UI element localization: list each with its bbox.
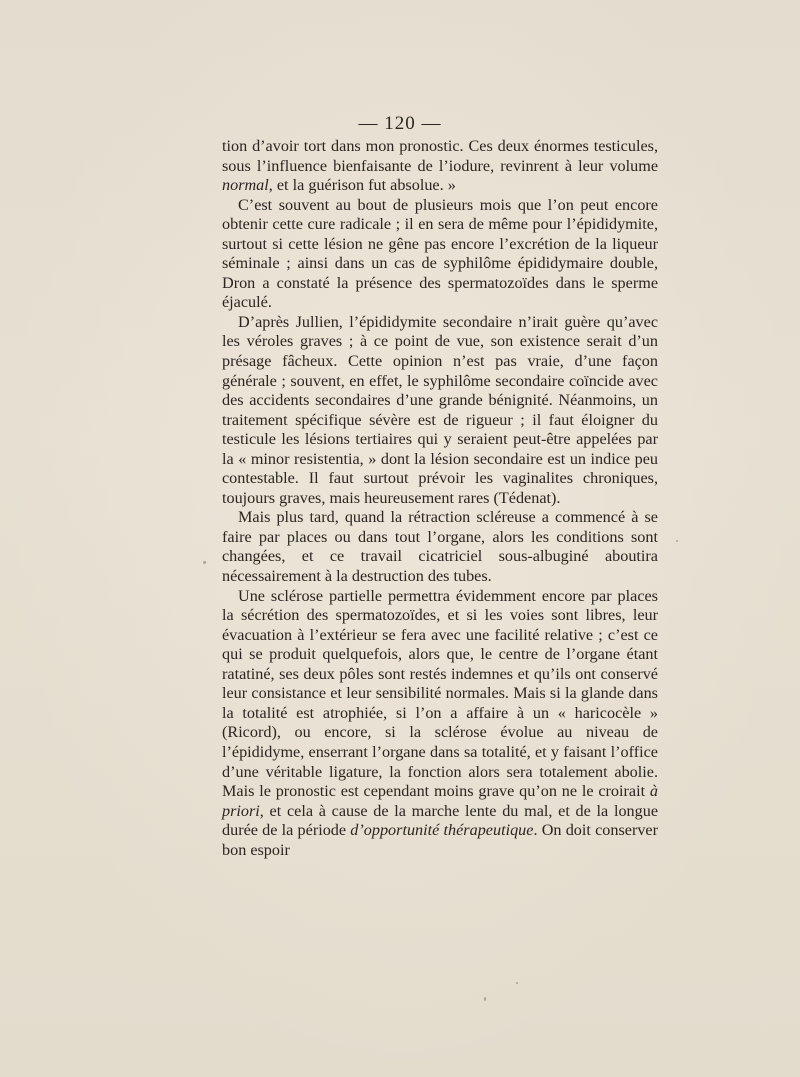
paragraph-text: Une sclérose partielle permettra évidemment encore par places la sécrétion des spermatozoïdes, et si les voies sont libres, leur évacuation à l’extérieur se fera avec une facilité relative ; c’est ce qui se produit quelquefois, alors que, le centre de l’organe étant ratatiné, ses deux pôles sont restés indemnes et qu’ils ont conservé leur consistance et leur sensibilité normales. Mais si la glande dans la totalité est atrophiée, si l’on a affaire à un « haricocèle » (Ricord), ou encore, si la sclérose évolue au niveau de l’épididyme, enserrant l’organe dans sa totalité, et y faisant l’office d’une véritable ligature, la fonction alors sera totalement abolie. Mais le pronostic est cependant moins grave qu’on ne le croirait: [222, 586, 658, 801]
body-text: [222, 137, 658, 860]
paragraph: [222, 587, 658, 861]
paragraph: [222, 137, 658, 196]
paragraph: [222, 196, 658, 313]
paragraph-text: tion d’avoir tort dans mon pronostic. Ces deux énormes testicules, sous l’influence bienfaisante de l’iodure, revinrent à leur volume: [222, 137, 658, 175]
paragraph: [222, 508, 658, 586]
paper-speck: [203, 561, 206, 564]
italic-text: normal: [222, 176, 269, 195]
paper-speck: [676, 540, 678, 542]
paragraph-text: D’après Jullien, l’épididymite secondaire n’irait guère qu’avec les véroles graves ; à ce point de vue, son existence serait d’un présage fâcheux. Cette opinion n’est pas vraie, d’une façon générale ; souvent, en effet, le syphilôme secondaire coïncide avec des accidents secondaires d’une grande bénignité. Néanmoins, un traitement spécifique sévère est de rigueur ; il faut éloigner du testicule les lésions tertiaires qui y seraient peut-être appelées par la « minor resistentia, » dont la lésion secondaire est un indice peu contestable. Il faut surtout prévoir les vaginalites chroniques, toujours graves, mais heureusement rares (Tédenat).: [222, 312, 658, 507]
page-number: — 120 —: [358, 113, 442, 134]
italic-text: d’opportunité thérapeutique: [350, 821, 534, 840]
paragraph-text: C’est souvent au bout de plusieurs mois que l’on peut encore obtenir cette cure radicale ; il en sera de même pour l’épididymite, surtout si cette lésion ne gêne pas encore l’excrétion de la liqueur séminale ; ainsi dans un cas de syphilôme épididymaire double, Dron a constaté la présence des spermatozoïdes dans le sperme éjaculé.: [222, 195, 658, 312]
paragraph: [222, 313, 658, 508]
paper-speck: [516, 982, 518, 984]
paper-speck: [484, 997, 486, 1001]
paragraph-text: . On doit conserver bon espoir: [222, 821, 659, 859]
paragraph-text: , et cela à cause de la marche lente du mal, et de la longue durée de la période: [222, 801, 658, 840]
italic-text: à priori: [222, 782, 658, 820]
paragraph-text: Mais plus tard, quand la rétraction scléreuse a commencé à se faire par places ou dans tout l’organe, alors les conditions sont changées, et ce travail cicatriciel sous-albuginé aboutira nécessairement à la destruction des tubes.: [222, 508, 658, 586]
paragraph-text: , et la guérison fut absolue. »: [268, 176, 456, 195]
